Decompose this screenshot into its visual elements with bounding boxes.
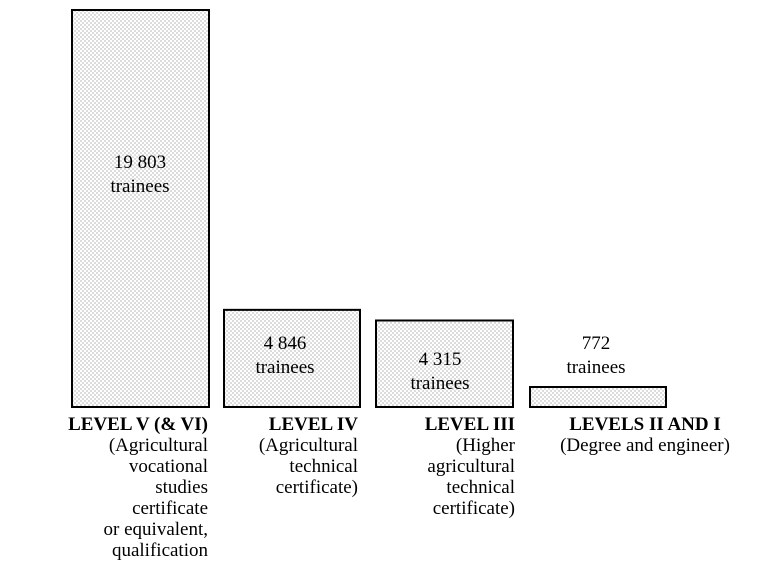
category-title: LEVEL IV <box>268 414 358 435</box>
category-title: LEVEL III <box>424 414 515 435</box>
category-label-level-iii <box>380 414 515 519</box>
value-number: 19 803 <box>113 152 167 173</box>
value-unit: trainees <box>110 176 170 197</box>
value-unit: trainees <box>255 357 315 378</box>
value-number: 4 315 <box>418 349 462 370</box>
bar-value-label-level-v <box>95 151 185 199</box>
category-description: (Higher agricultural technical certificate) <box>427 435 515 519</box>
bar-levels-ii-i <box>530 387 666 407</box>
category-title: LEVELS II AND I <box>569 414 721 435</box>
value-unit: trainees <box>410 373 470 394</box>
bar-value-label-level-iv <box>237 332 333 380</box>
category-description: (Agricultural vocational studies certificate or equivalent, qualification <box>103 435 208 561</box>
value-number: 772 <box>581 333 611 354</box>
category-label-level-iv <box>220 414 358 498</box>
category-title: LEVEL V (& VI) <box>68 414 208 435</box>
value-unit: trainees <box>566 357 626 378</box>
bar-value-label-levels-ii-i <box>548 332 644 380</box>
category-description: (Agricultural technical certificate) <box>258 435 358 498</box>
value-number: 4 846 <box>263 333 307 354</box>
category-label-level-v <box>6 414 208 561</box>
category-label-levels-ii-i <box>522 414 768 456</box>
bar-value-label-level-iii <box>392 348 488 396</box>
bar-level-v <box>72 10 209 407</box>
category-description: (Degree and engineer) <box>560 435 730 456</box>
